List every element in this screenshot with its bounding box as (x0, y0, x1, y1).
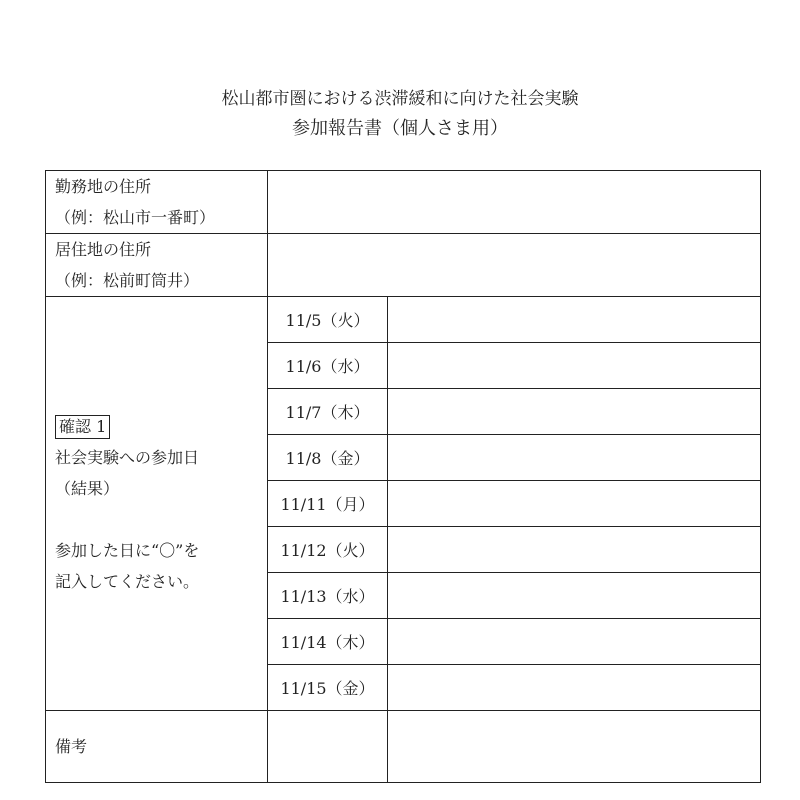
date-mark-field[interactable] (388, 343, 761, 389)
work-address-field[interactable] (268, 171, 761, 234)
result-label: （結果） (55, 478, 120, 498)
date-mark-field[interactable] (388, 573, 761, 619)
date-mark-field[interactable] (388, 481, 761, 527)
date-label: 11/5（火） (268, 297, 388, 343)
date-label: 11/13（水） (268, 573, 388, 619)
document-title: 松山都市圏における渋滞緩和に向けた社会実験 (221, 89, 579, 109)
date-label: 11/11（月） (268, 481, 388, 527)
confirmation-box-label: 確認 1 (55, 415, 110, 439)
date-mark-field[interactable] (388, 619, 761, 665)
date-row (46, 297, 761, 343)
home-address-example: （例：松前町筒井） (55, 271, 200, 290)
date-label: 11/12（火） (268, 527, 388, 573)
remarks-field-left[interactable] (268, 711, 388, 783)
date-label: 11/15（金） (268, 665, 388, 711)
remarks-field[interactable] (388, 711, 761, 783)
date-label: 11/8（金） (268, 435, 388, 481)
work-address-row (46, 171, 761, 234)
date-label: 11/7（木） (268, 389, 388, 435)
date-label: 11/6（水） (268, 343, 388, 389)
instruction-line-1: 参加した日に“〇”を (55, 540, 200, 560)
work-address-label: 勤務地の住所 (55, 177, 152, 196)
home-address-row (46, 234, 761, 297)
date-mark-field[interactable] (388, 435, 761, 481)
home-address-field[interactable] (268, 234, 761, 297)
remarks-row (46, 711, 761, 783)
home-address-label-cell (46, 234, 268, 297)
document-subtitle: 参加報告書（個人さま用） (292, 118, 508, 139)
home-address-label: 居住地の住所 (55, 240, 152, 259)
confirmation-label-cell (46, 297, 268, 711)
instruction-line-2: 記入してください。 (55, 571, 200, 591)
work-address-example: （例：松山市一番町） (55, 208, 216, 227)
date-mark-field[interactable] (388, 527, 761, 573)
report-form-table (45, 170, 761, 783)
remarks-label: 備考 (46, 711, 268, 783)
date-label: 11/14（木） (268, 619, 388, 665)
date-mark-field[interactable] (388, 297, 761, 343)
work-address-label-cell (46, 171, 268, 234)
participation-days-label: 社会実験への参加日 (55, 447, 200, 467)
date-mark-field[interactable] (388, 665, 761, 711)
date-mark-field[interactable] (388, 389, 761, 435)
